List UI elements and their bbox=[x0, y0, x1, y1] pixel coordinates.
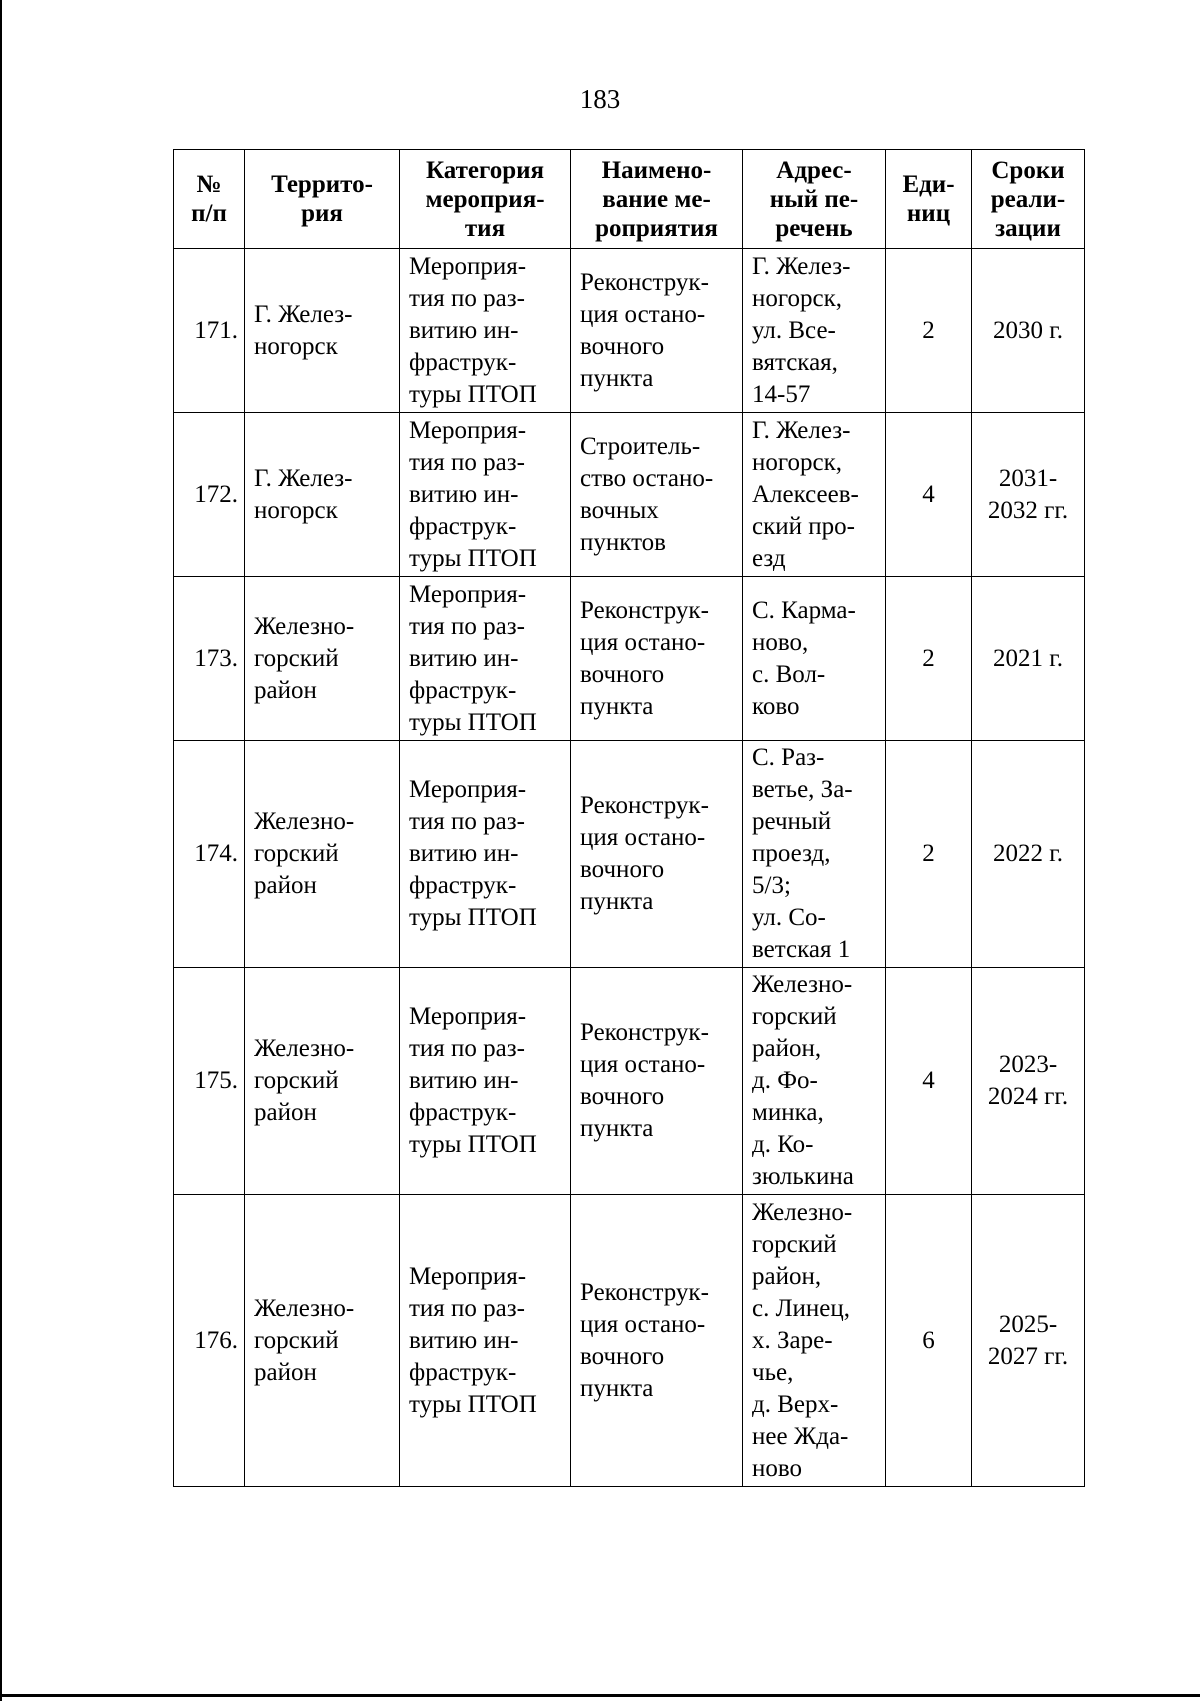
row-number: 175. bbox=[174, 968, 245, 1195]
row-category: Мероприя- тия по раз- витию ин- фраструк- туры ПТОП bbox=[400, 249, 571, 413]
row-category: Мероприя- тия по раз- витию ин- фраструк- туры ПТОП bbox=[400, 577, 571, 741]
row-number: 173. bbox=[174, 577, 245, 741]
row-name: Реконструк- ция остано- вочного пункта bbox=[571, 577, 743, 741]
table-row bbox=[174, 413, 1085, 577]
header-name: Наимено- вание ме- роприятия bbox=[571, 150, 743, 249]
row-category: Мероприя- тия по раз- витию ин- фраструк- туры ПТОП bbox=[400, 741, 571, 968]
table-header-row bbox=[174, 150, 1085, 249]
row-address: С. Карма- ново, с. Вол- ково bbox=[743, 577, 886, 741]
row-name: Реконструк- ция остано- вочного пункта bbox=[571, 741, 743, 968]
table-row bbox=[174, 249, 1085, 413]
row-category: Мероприя- тия по раз- витию ин- фраструк- туры ПТОП bbox=[400, 968, 571, 1195]
row-name: Реконструк- ция остано- вочного пункта bbox=[571, 968, 743, 1195]
row-units: 4 bbox=[886, 968, 972, 1195]
row-number: 172. bbox=[174, 413, 245, 577]
row-term: 2023- 2024 гг. bbox=[972, 968, 1085, 1195]
row-number: 171. bbox=[174, 249, 245, 413]
row-address: Г. Желез- ногорск, ул. Все- вятская, 14-57 bbox=[743, 249, 886, 413]
measures-table bbox=[173, 149, 1085, 1487]
row-category: Мероприя- тия по раз- витию ин- фраструк- туры ПТОП bbox=[400, 413, 571, 577]
row-units: 6 bbox=[886, 1195, 972, 1487]
row-territory: Г. Желез- ногорск bbox=[245, 413, 400, 577]
header-territory: Террито- рия bbox=[245, 150, 400, 249]
row-units: 4 bbox=[886, 413, 972, 577]
header-address: Адрес- ный пе- речень bbox=[743, 150, 886, 249]
row-address: Г. Желез- ногорск, Алексеев- ский про- езд bbox=[743, 413, 886, 577]
row-term: 2021 г. bbox=[972, 577, 1085, 741]
row-territory: Железно- горский район bbox=[245, 1195, 400, 1487]
row-territory: Железно- горский район bbox=[245, 968, 400, 1195]
row-units: 2 bbox=[886, 741, 972, 968]
header-number: № п/п bbox=[174, 150, 245, 249]
row-address: Железно- горский район, с. Линец, х. Заре- чье, д. Верх- нее Жда- ново bbox=[743, 1195, 886, 1487]
row-number: 174. bbox=[174, 741, 245, 968]
header-category: Категория мероприя- тия bbox=[400, 150, 571, 249]
table-row bbox=[174, 1195, 1085, 1487]
row-name: Реконструк- ция остано- вочного пункта bbox=[571, 1195, 743, 1487]
row-term: 2030 г. bbox=[972, 249, 1085, 413]
row-territory: Железно- горский район bbox=[245, 577, 400, 741]
table-row bbox=[174, 968, 1085, 1195]
row-territory: Г. Желез- ногорск bbox=[245, 249, 400, 413]
row-units: 2 bbox=[886, 249, 972, 413]
row-term: 2031- 2032 гг. bbox=[972, 413, 1085, 577]
row-name: Реконструк- ция остано- вочного пункта bbox=[571, 249, 743, 413]
page-number: 183 bbox=[579, 84, 621, 114]
row-number: 176. bbox=[174, 1195, 245, 1487]
row-term: 2022 г. bbox=[972, 741, 1085, 968]
header-units: Еди- ниц bbox=[886, 150, 972, 249]
scan-edge-left bbox=[0, 0, 2, 1701]
row-address: С. Раз- ветье, За- речный проезд, 5/3; ул. Со- ветская 1 bbox=[743, 741, 886, 968]
row-address: Железно- горский район, д. Фо- минка, д. Ко- зюлькина bbox=[743, 968, 886, 1195]
table-row bbox=[174, 741, 1085, 968]
row-territory: Железно- горский район bbox=[245, 741, 400, 968]
row-name: Строитель- ство остано- вочных пунктов bbox=[571, 413, 743, 577]
row-term: 2025- 2027 гг. bbox=[972, 1195, 1085, 1487]
header-term: Сроки реали- зации bbox=[972, 150, 1085, 249]
row-units: 2 bbox=[886, 577, 972, 741]
scan-edge-bottom bbox=[0, 1694, 1200, 1697]
table-row bbox=[174, 577, 1085, 741]
row-category: Мероприя- тия по раз- витию ин- фраструк- туры ПТОП bbox=[400, 1195, 571, 1487]
